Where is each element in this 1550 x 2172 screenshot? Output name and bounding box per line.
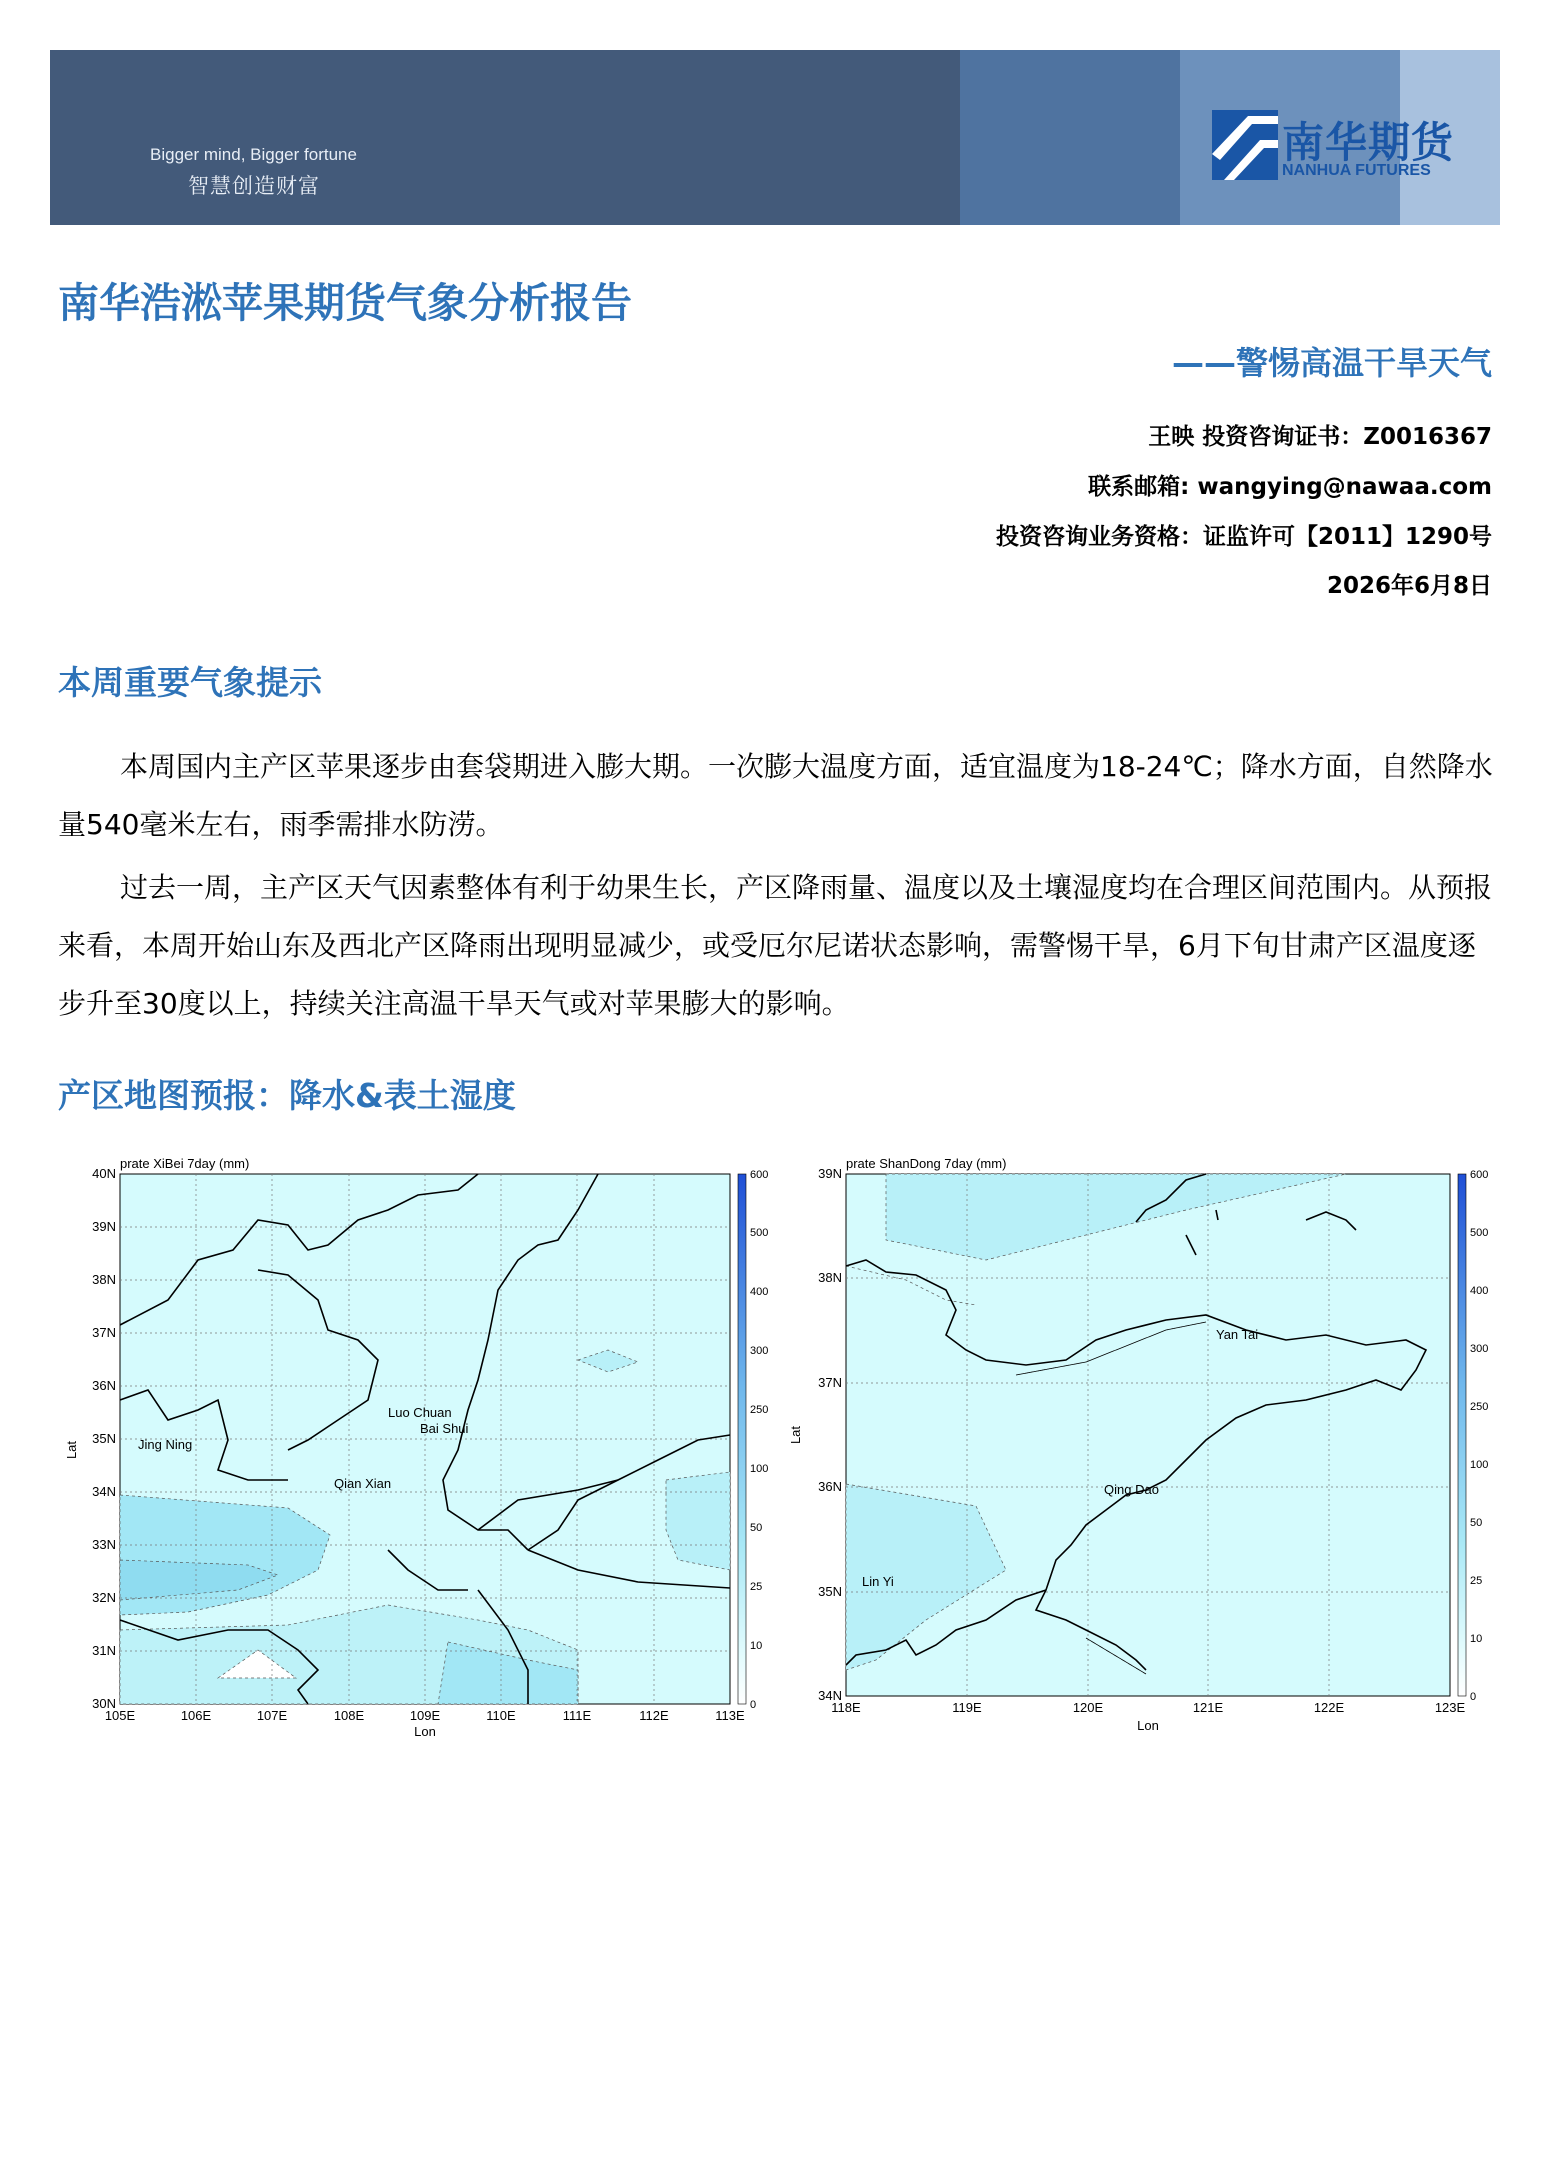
y-axis-label: Lat — [64, 1440, 79, 1460]
colorbar-tick: 600 — [750, 1169, 769, 1181]
colorbar-tick: 300 — [1470, 1343, 1489, 1355]
x-tick-label: 111E — [562, 1708, 592, 1723]
map-xibei — [58, 1150, 769, 1754]
report-title: 南华浩淞苹果期货气象分析报告 — [58, 279, 632, 327]
place-label-1: Qing Dao — [1104, 1482, 1159, 1497]
colorbar-tick: 300 — [750, 1345, 769, 1357]
colorbar-tick: 100 — [1470, 1459, 1489, 1471]
paragraph-1: 本周国内主产区苹果逐步由套袋期进入膨大期。一次膨大温度方面，适宜温度为18-24℃；降水方面，自然降水量540毫米左右，雨季需排水防涝。 — [58, 750, 1493, 841]
x-tick-label: 113E — [715, 1708, 745, 1723]
colorbar-tick: 250 — [750, 1404, 769, 1416]
place-label-1: Luo Chuan — [388, 1405, 452, 1420]
colorbar-tick: 100 — [750, 1463, 769, 1475]
y-tick-label: 38N — [818, 1270, 842, 1285]
colorbar-tick: 500 — [750, 1227, 769, 1239]
x-tick-label: 123E — [1434, 1700, 1466, 1715]
place-label-0: Yan Tai — [1216, 1327, 1259, 1342]
x-tick-label: 118E — [831, 1700, 861, 1715]
x-tick-label: 122E — [1313, 1700, 1345, 1715]
colorbar-tick: 10 — [1470, 1633, 1483, 1645]
paragraph-2: 过去一周，主产区天气因素整体有利于幼果生长，产区降雨量、温度以及土壤湿度均在合理区间范围内。从预报来看，本周开始山东及西北产区降雨出现明显减少，或受厄尔尼诺状态影响，需警惕干旱，6月下旬甘肃产区温度逐步升至30度以上，持续关注高温干旱天气或对苹果膨大的影响。 — [58, 871, 1493, 1020]
header-banner — [50, 50, 1500, 225]
report-subtitle: ——警惕高温干旱天气 — [1171, 344, 1492, 382]
x-tick-label: 105E — [104, 1708, 136, 1723]
map-title: prate ShanDong 7day (mm) — [846, 1156, 1007, 1171]
x-tick-label: 119E — [952, 1700, 982, 1715]
colorbar-tick: 25 — [750, 1581, 763, 1593]
place-label-2: Lin Yi — [862, 1574, 894, 1589]
section-heading-weather-tips: 本周重要气象提示 — [58, 663, 322, 702]
colorbar-tick: 10 — [750, 1640, 763, 1652]
nanhua-logo-icon — [1210, 106, 1280, 186]
colorbar-tick: 0 — [1470, 1691, 1477, 1703]
x-axis-label: Lon — [1137, 1718, 1159, 1733]
y-tick-label: 37N — [92, 1325, 116, 1340]
map-shandong — [786, 1150, 1496, 1754]
colorbar-tick: 400 — [1470, 1285, 1489, 1297]
y-tick-label: 40N — [92, 1166, 116, 1181]
colorbar-tick: 500 — [1470, 1227, 1489, 1239]
y-tick-label: 35N — [818, 1584, 842, 1599]
y-axis-label: Lat — [788, 1425, 803, 1445]
logo-text-english: NANHUA FUTURES — [1282, 162, 1431, 179]
y-tick-label: 31N — [92, 1643, 116, 1658]
y-tick-label: 33N — [92, 1537, 116, 1552]
colorbar-tick: 250 — [1470, 1401, 1489, 1413]
y-tick-label: 32N — [92, 1590, 116, 1605]
place-label-2: Bai Shui — [420, 1421, 469, 1436]
colorbar-tick: 600 — [1470, 1169, 1489, 1181]
author-line: 王映 投资咨询证书：Z0016367 — [1148, 424, 1492, 450]
y-tick-label: 39N — [818, 1166, 842, 1181]
y-tick-label: 36N — [92, 1378, 116, 1393]
map-shandong-svg — [786, 1150, 1496, 1750]
colorbar-tick: 0 — [750, 1699, 757, 1711]
colorbar-tick: 400 — [750, 1286, 769, 1298]
logo-text-chinese: 南华期货 — [1282, 118, 1455, 167]
x-axis-label: Lon — [414, 1724, 436, 1739]
y-tick-label: 38N — [92, 1272, 116, 1287]
y-tick-label: 34N — [818, 1688, 842, 1703]
x-tick-label: 107E — [256, 1708, 288, 1723]
y-tick-label: 39N — [92, 1219, 116, 1234]
place-label-3: Qian Xian — [334, 1476, 392, 1491]
map-plot-area — [846, 1174, 1450, 1696]
map-xibei-svg — [58, 1150, 769, 1750]
y-tick-label: 34N — [92, 1484, 116, 1499]
banner-stripe-mid — [960, 50, 1180, 225]
x-tick-label: 110E — [486, 1708, 516, 1723]
report-date: 2026年6月8日 — [1326, 573, 1492, 599]
colorbar-tick: 50 — [1470, 1517, 1483, 1529]
x-tick-label: 121E — [1192, 1700, 1224, 1715]
y-tick-label: 35N — [92, 1431, 116, 1446]
y-tick-label: 36N — [818, 1479, 842, 1494]
slogan-chinese: 智慧创造财富 — [188, 174, 320, 198]
y-tick-label: 30N — [92, 1696, 116, 1711]
x-tick-label: 108E — [333, 1708, 365, 1723]
map-title: prate XiBei 7day (mm) — [120, 1156, 250, 1171]
slogan-english: Bigger mind, Bigger fortune — [150, 145, 357, 164]
x-tick-label: 120E — [1072, 1700, 1104, 1715]
y-tick-label: 37N — [818, 1375, 842, 1390]
colorbar-tick: 50 — [750, 1522, 763, 1534]
colorbar — [738, 1174, 746, 1704]
place-label-0: Jing Ning — [138, 1437, 193, 1452]
colorbar — [1458, 1174, 1466, 1696]
x-tick-label: 106E — [180, 1708, 212, 1723]
section-heading-maps: 产区地图预报：降水&表土湿度 — [58, 1076, 516, 1115]
email-line: 联系邮箱: wangying@nawaa.com — [1088, 474, 1492, 500]
x-tick-label: 109E — [409, 1708, 441, 1723]
license-line: 投资咨询业务资格：证监许可【2011】1290号 — [995, 524, 1492, 550]
x-tick-label: 112E — [639, 1708, 669, 1723]
colorbar-tick: 25 — [1470, 1575, 1483, 1587]
